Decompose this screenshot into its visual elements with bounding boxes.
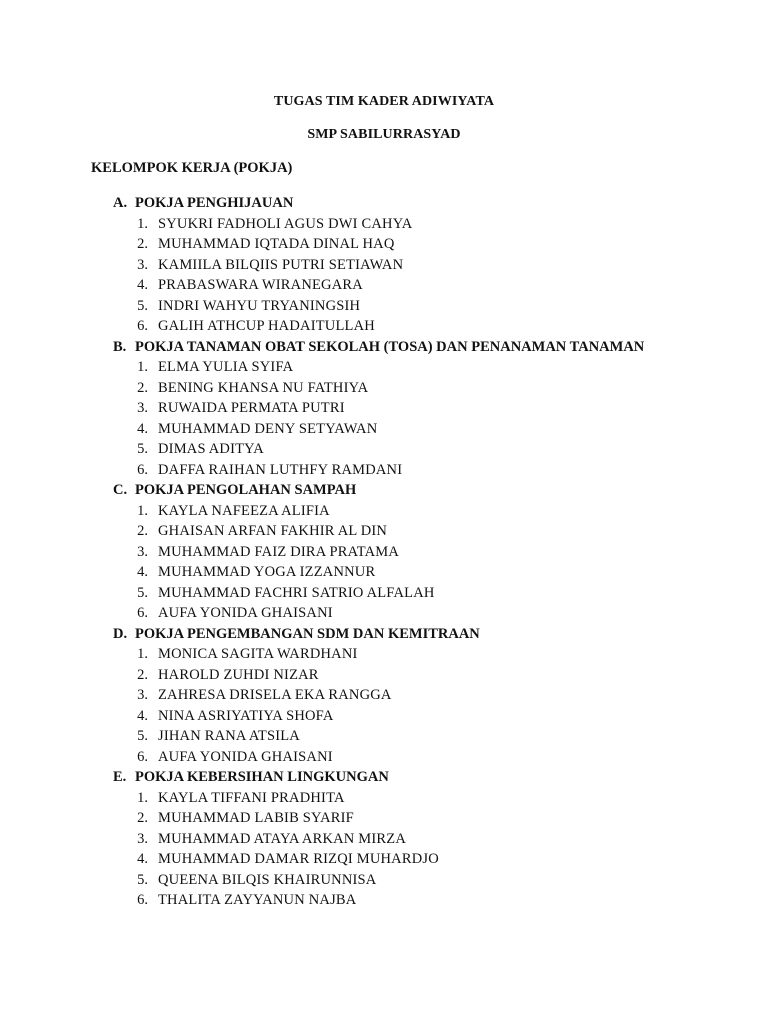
member-name: MUHAMMAD IQTADA DINAL HAQ	[158, 236, 395, 252]
member-name: MONICA SAGITA WARDHANI	[158, 646, 358, 662]
member-number: 5.	[137, 728, 148, 744]
member-number: 4.	[137, 851, 148, 867]
member-name: DAFFA RAIHAN LUTHFY RAMDANI	[158, 461, 403, 478]
section-letter: C.	[113, 482, 128, 498]
member-list-item	[0, 870, 768, 891]
member-list-item	[0, 808, 768, 829]
member-name: GHAISAN ARFAN FAKHIR AL DIN	[158, 523, 388, 539]
member-number: 1.	[137, 789, 148, 806]
member-number: 5.	[137, 297, 148, 314]
section-title: POKJA KEBERSIHAN LINGKUNGAN	[135, 769, 389, 785]
member-number: 5.	[137, 871, 148, 888]
member-list-item	[0, 419, 768, 440]
school-name: SMP SABILURRASYAD	[307, 127, 461, 142]
member-list-item	[0, 747, 768, 768]
member-name: AUFA YONIDA GHAISANI	[158, 605, 333, 621]
member-list-item	[0, 501, 768, 522]
member-name: MUHAMMAD DENY SETYAWAN	[158, 420, 378, 437]
member-list-item	[0, 890, 768, 911]
member-name: RUWAIDA PERMATA PUTRI	[158, 400, 345, 416]
member-number: 6.	[137, 748, 148, 765]
member-name: HAROLD ZUHDI NIZAR	[158, 666, 319, 683]
pokja-section-heading	[0, 193, 768, 214]
member-name: AUFA YONIDA GHAISANI	[158, 748, 333, 765]
pokja-section-heading	[0, 480, 768, 501]
member-list-item	[0, 603, 768, 624]
member-list-item	[0, 726, 768, 747]
member-number: 1.	[137, 359, 148, 375]
section-title: POKJA TANAMAN OBAT SEKOLAH (TOSA) DAN PENANAMAN TANAMAN	[135, 338, 645, 355]
member-name: GALIH ATHCUP HADAITULLAH	[158, 318, 375, 334]
member-list-item	[0, 521, 768, 542]
member-list-item	[0, 849, 768, 870]
member-number: 5.	[137, 441, 148, 457]
member-name: ELMA YULIA SYIFA	[158, 359, 294, 375]
member-list-item	[0, 685, 768, 706]
member-list-item	[0, 706, 768, 727]
pokja-section-heading	[0, 767, 768, 788]
member-name: DIMAS ADITYA	[158, 441, 264, 457]
member-list-item	[0, 275, 768, 296]
section-title: POKJA PENGEMBANGAN SDM DAN KEMITRAAN	[135, 625, 480, 642]
document-title: TUGAS TIM KADER ADIWIYATA	[273, 94, 495, 109]
member-list-item	[0, 214, 768, 235]
member-number: 6.	[137, 605, 148, 621]
member-list-item	[0, 460, 768, 481]
member-name: JIHAN RANA ATSILA	[158, 728, 300, 744]
member-name: NINA ASRIYATIYA SHOFA	[158, 707, 334, 724]
member-name: PRABASWARA WIRANEGARA	[158, 277, 363, 293]
pokja-section-heading	[0, 624, 768, 645]
member-name: MUHAMMAD FACHRI SATRIO ALFALAH	[158, 584, 435, 601]
member-number: 4.	[137, 277, 148, 293]
member-list-item	[0, 439, 768, 460]
member-name: ZAHRESA DRISELA EKA RANGGA	[158, 687, 392, 703]
member-name: QUEENA BILQIS KHAIRUNNISA	[158, 871, 377, 888]
member-number: 4.	[137, 420, 148, 437]
member-list-item	[0, 316, 768, 337]
member-name: SYUKRI FADHOLI AGUS DWI CAHYA	[158, 215, 413, 232]
member-name: MUHAMMAD LABIB SYARIF	[158, 810, 354, 826]
member-list-item	[0, 357, 768, 378]
section-title: POKJA PENGOLAHAN SAMPAH	[135, 482, 357, 498]
member-number: 3.	[137, 830, 148, 847]
member-name: INDRI WAHYU TRYANINGSIH	[158, 297, 361, 314]
member-number: 4.	[137, 564, 148, 580]
member-list-item	[0, 255, 768, 276]
member-name: KAMIILA BILQIIS PUTRI SETIAWAN	[158, 256, 404, 273]
member-list-item	[0, 378, 768, 399]
member-number: 6.	[137, 892, 148, 908]
member-list-item	[0, 542, 768, 563]
member-number: 3.	[137, 687, 148, 703]
member-number: 2.	[137, 810, 148, 826]
member-list-item	[0, 562, 768, 583]
member-number: 1.	[137, 502, 148, 519]
member-list-item	[0, 829, 768, 850]
section-letter: E.	[113, 769, 127, 785]
member-list-item	[0, 788, 768, 809]
member-name: KAYLA TIFFANI PRADHITA	[158, 789, 345, 806]
section-letter: B.	[113, 338, 127, 355]
member-name: MUHAMMAD YOGA IZZANNUR	[158, 564, 376, 580]
member-list-item	[0, 665, 768, 686]
member-number: 1.	[137, 646, 148, 662]
member-number: 6.	[137, 318, 148, 334]
member-number: 3.	[137, 400, 148, 416]
member-name: MUHAMMAD FAIZ DIRA PRATAMA	[158, 543, 400, 560]
member-number: 2.	[137, 379, 148, 396]
member-list-item	[0, 644, 768, 665]
member-number: 3.	[137, 543, 148, 560]
pokja-section-heading	[0, 337, 768, 358]
member-name: MUHAMMAD ATAYA ARKAN MIRZA	[158, 830, 407, 847]
member-name: KAYLA NAFEEZA ALIFIA	[158, 502, 330, 519]
member-number: 2.	[137, 666, 148, 683]
section-heading: KELOMPOK KERJA (POKJA)	[91, 160, 293, 176]
member-name: MUHAMMAD DAMAR RIZQI MUHARDJO	[158, 851, 439, 867]
member-number: 2.	[137, 523, 148, 539]
section-letter: D.	[113, 625, 128, 642]
member-name: THALITA ZAYYANUN NAJBA	[158, 892, 357, 908]
member-number: 1.	[137, 215, 148, 232]
member-list-item	[0, 583, 768, 604]
member-number: 5.	[137, 584, 148, 601]
section-title: POKJA PENGHIJAUAN	[135, 195, 294, 211]
member-list-item	[0, 398, 768, 419]
pokja-list	[0, 193, 768, 911]
member-name: BENING KHANSA NU FATHIYA	[158, 379, 369, 396]
member-list-item	[0, 234, 768, 255]
member-list-item	[0, 296, 768, 317]
member-number: 4.	[137, 707, 148, 724]
section-letter: A.	[113, 195, 128, 211]
member-number: 2.	[137, 236, 148, 252]
member-number: 3.	[137, 256, 148, 273]
member-number: 6.	[137, 461, 148, 478]
